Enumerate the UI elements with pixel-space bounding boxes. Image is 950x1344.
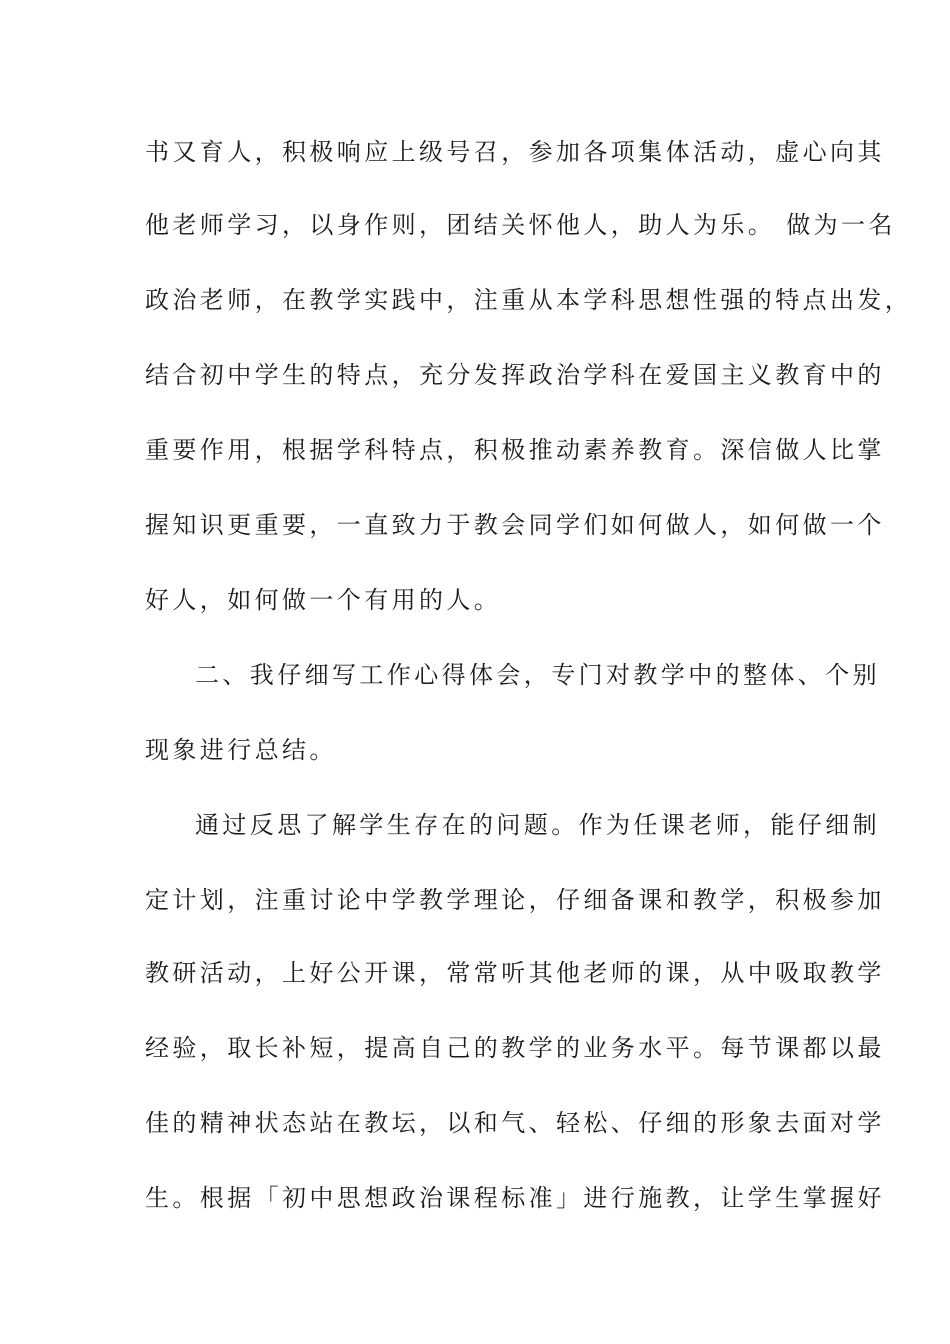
text-line: 现象进行总结。 <box>145 736 337 764</box>
paragraph-start-line: 通过反思了解学生存在的问题。作为任课老师，能仔细制 <box>195 811 880 839</box>
text-line: 结合初中学生的特点，充分发挥政治学科在爱国主义教育中的 <box>145 361 885 389</box>
text-line: 书又育人，积极响应上级号召，参加各项集体活动，虚心向其 <box>145 138 885 166</box>
text-line: 定计划，注重讨论中学教学理论，仔细备课和教学，积极参加 <box>145 886 885 914</box>
text-line: 佳的精神状态站在教坛，以和气、轻松、仔细的形象去面对学 <box>145 1109 885 1137</box>
paragraph-start-line: 二、我仔细写工作心得体会，专门对教学中的整体、个别 <box>195 661 880 689</box>
text-line: 他老师学习，以身作则，团结关怀他人，助人为乐。 做为一名 <box>145 211 896 239</box>
text-line: 经验，取长补短，提高自己的教学的业务水平。每节课都以最 <box>145 1034 885 1062</box>
text-line: 重要作用，根据学科特点，积极推动素养教育。深信做人比掌 <box>145 436 885 464</box>
text-line: 教研活动，上好公开课，常常听其他老师的课，从中吸取教学 <box>145 959 885 987</box>
text-line: 好人，如何做一个有用的人。 <box>145 586 502 614</box>
text-line: 生。根据「初中思想政治课程标准」进行施教，让学生掌握好 <box>145 1184 885 1212</box>
text-line: 政治老师，在教学实践中，注重从本学科思想性强的特点出发， <box>145 286 913 314</box>
text-line: 握知识更重要，一直致力于教会同学们如何做人，如何做一个 <box>145 511 885 539</box>
